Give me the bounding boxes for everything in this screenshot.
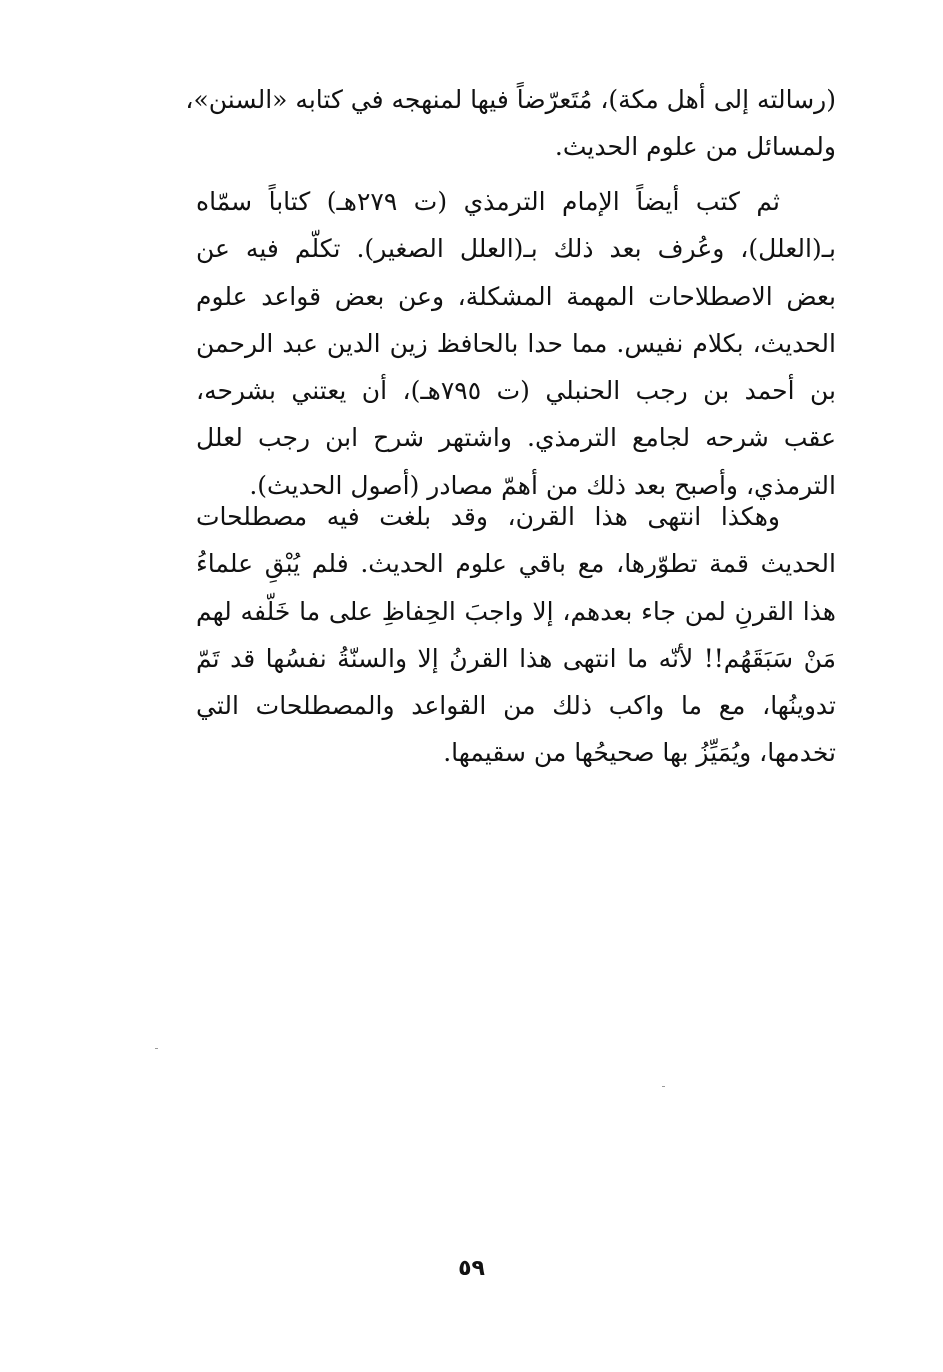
text-line: عقب شرحه لجامع الترمذي. واشتهر شرح ابن رجب لعلل	[196, 423, 836, 453]
text-line: هذا القرنِ لمن جاء بعدهم، إلا واجبَ الحِفاظِ على ما خَلّفه لهم	[196, 596, 836, 626]
paragraph-3	[196, 493, 836, 777]
scan-mark	[662, 1086, 665, 1087]
text-line: الترمذي، وأصبح بعد ذلك من أهمّ مصادر (أصول الحديث).	[249, 470, 836, 500]
text-line: تخدمها، ويُمَيِّزُ بها صحيحُها من سقيمها.	[443, 738, 836, 768]
text-line: مَنْ سَبَقَهُم!! لأنّه ما انتهى هذا القرنُ إلا والسنّةُ نفسُها قد تَمّ	[196, 643, 836, 673]
page-number: ٥٩	[458, 1256, 485, 1281]
text-line: الحديث قمة تطوّرها، مع باقي علوم الحديث. فلم يُبْقِ علماءُ	[196, 549, 836, 579]
paragraph-1	[185, 76, 836, 171]
scan-mark	[155, 1048, 158, 1049]
text-line: الحديث، بكلام نفيس. مما حدا بالحافظ زين الدين عبد الرحمن	[196, 328, 836, 358]
text-line: وهكذا انتهى هذا القرن، وقد بلغت فيه مصطلحات	[196, 502, 780, 531]
paragraph-2	[196, 178, 836, 509]
text-line: بـ(العلل)، وعُرف بعد ذلك بـ(العلل الصغير). تكلّم فيه عن	[196, 234, 836, 264]
text-line: (رسالته إلى أهل مكة)، مُتَعرّضاً فيها لمنهجه في كتابه «السنن»،	[185, 85, 836, 114]
text-line: ثم كتب أيضاً الإمام الترمذي (ت ٢٧٩هـ) كتاباً سمّاه	[196, 187, 780, 216]
text-line: ولمسائل من علوم الحديث.	[554, 132, 836, 162]
text-line: بن أحمد بن رجب الحنبلي (ت ٧٩٥هـ)، أن يعتني بشرحه،	[196, 376, 836, 406]
text-line: بعض الاصطلاحات المهمة المشكلة، وعن بعض قواعد علوم	[196, 281, 836, 311]
text-line: تدوينُها، مع ما واكب ذلك من القواعد والمصطلحات التي	[196, 691, 836, 721]
